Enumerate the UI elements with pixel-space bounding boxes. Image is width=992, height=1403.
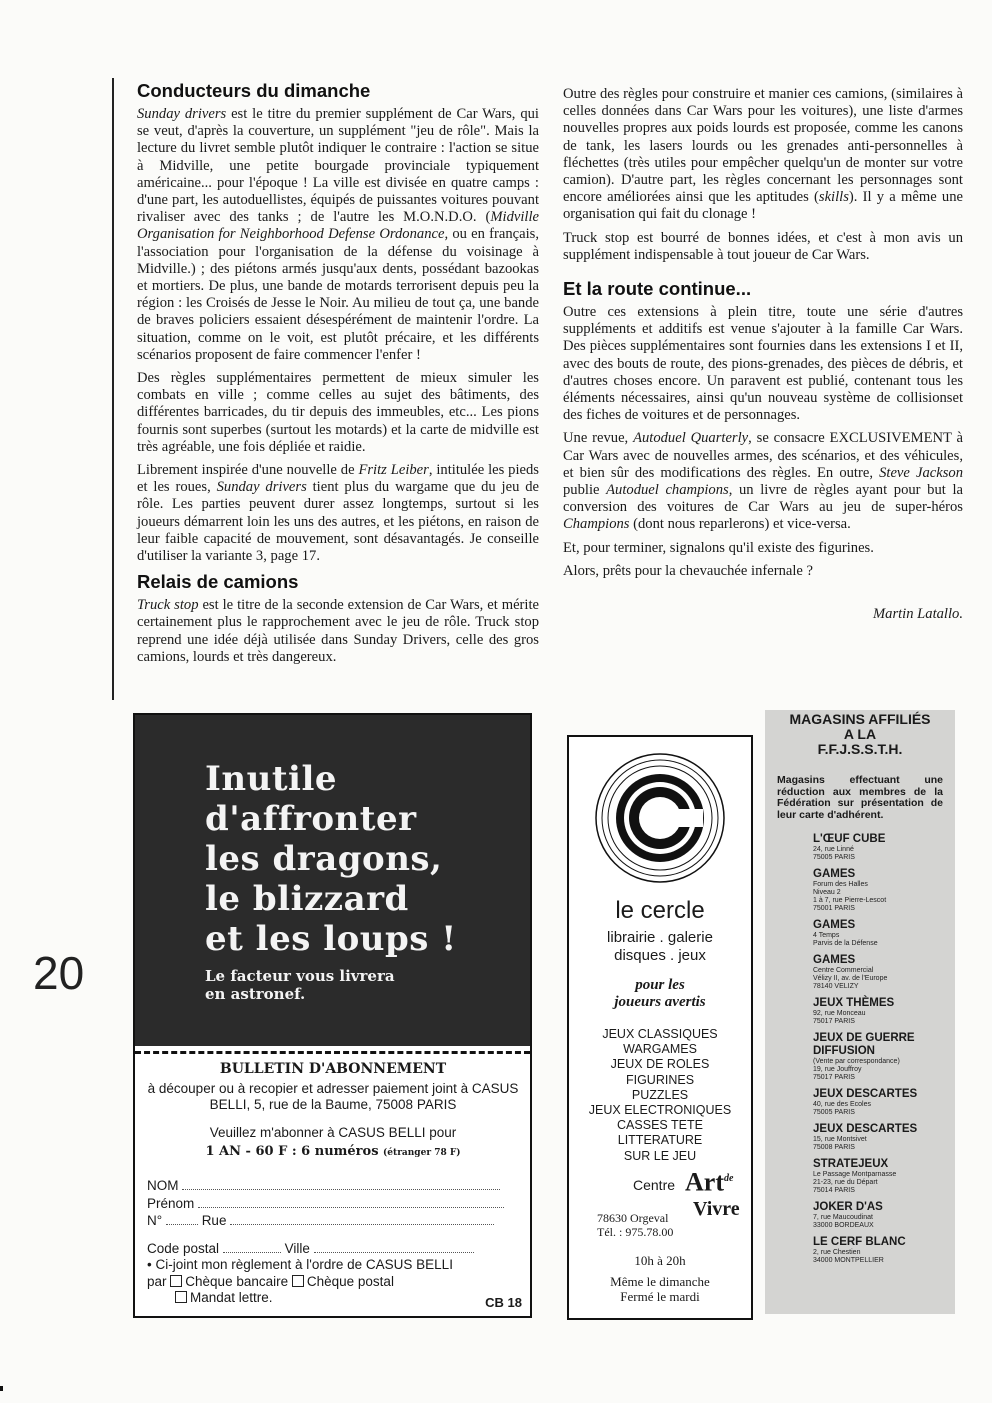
list-item: SUR LE JEU [623, 1148, 697, 1163]
paragraph: Une revue, Autoduel Quarterly, se consacre EXCLUSIVEMENT à Car Wars avec de nouvelles armes, des scénarios, et des véhicules, et bien sûr des modifications des règles. En outre, Steve Jackson publie Autoduel champions, un livre de règles ayant pour but la conversion des voitures de Car Wars au jeu de super-héros Champions (dont nous reparlerons) et vice-versa. [563, 430, 964, 533]
left-margin-rule [112, 78, 114, 700]
paragraph: Truck stop est le titre de la seconde extension de Car Wars, et mérite certainement plus le rapprochement avec le jeu de rôle. Truck stop reprend une idée déjà utilisée dans Sunday Drivers, celle des gros camions, lourds et très dangereux. [137, 597, 539, 665]
paragraph: Truck stop est bourré de bonnes idées, et c'est à mon avis un supplément indispensable à tout joueur de Car Wars. [563, 229, 963, 263]
affiliated-stores-box [765, 710, 955, 1314]
list-item: STRATEJEUX Le Passage Montparnasse 21-23, rue du Départ 75014 PARIS [813, 1158, 897, 1194]
list-item: LITTERATURE [617, 1133, 703, 1148]
list-item: JEUX DE GUERRE DIFFUSION (Vente par correspondance) 19, rue Jouffroy 75017 PARIS [813, 1032, 915, 1081]
stores-title: MAGASINS AFFILIÉS A LA F.F.J.S.S.T.H. [789, 711, 931, 757]
store-tagline: librairie . galerie disques . jeux [607, 929, 713, 964]
nom-field[interactable]: NOM [147, 1177, 519, 1195]
subscription-form [147, 1061, 519, 1307]
payment-line: • Ci-joint mon règlement à l'ordre de CASUS BELLI [147, 1257, 453, 1272]
list-item: GAMES Forum des Halles Niveau 2 1 à 7, rue Pierre-Lescot 75001 PARIS [813, 868, 887, 912]
list-item: JEUX CLASSIQUES [602, 1027, 718, 1041]
store-hours: 10h à 20h Même le dimanche Fermé le mardi [610, 1253, 710, 1304]
product-list [569, 1027, 751, 1164]
prenom-field[interactable]: Prénom [147, 1195, 519, 1213]
mandat-checkbox[interactable] [175, 1291, 187, 1303]
article-left-column [137, 80, 539, 672]
store-audience: pour les joueurs avertis [614, 977, 706, 1010]
form-instructions: à découper ou à recopier et adresser paiement joint à CASUS BELLI, 5, rue de la Baume, 75008 PARIS [147, 1081, 519, 1112]
address-field[interactable]: N° Rue [147, 1212, 519, 1230]
author-signature: Martin Latallo. [872, 606, 963, 623]
paragraph: Sunday drivers est le titre du premier supplément de Car Wars, qui se veut, d'après la couverture, un supplément "jeu de rôle". Mais la lecture du livret semble plutôt indiquer le contraire : l'action se situe à Midville, une petite bourgade provinciale typiquement américaine... pour l'époque ! La ville est divisée en quatre camps : d'une part, les autoduellistes, équipés de puissantes voitures pouvant rivaliser avec des tanks ; de l'autre les M.O.N.D.O. (Midville Organisation for Neighborhood Defense Ordonance, ou en français, l'association pour l'organisation de la défense du voisinage à Midville.) ; des piétons armés jusqu'aux dents, possédant bazookas et mortiers. De plus, une bande de motards terrorisent depuis peu la région : les Croisés de Jesse le Noir. Au milieu de tout ça, une bande de braves policiers essaient désespérément de maintenir l'ordre. La situation, comme on le voit, est plutôt précaire, et les différents scénarios proposent de faire commencer l'enfer ! [137, 106, 539, 363]
form-fields [147, 1177, 519, 1307]
cheque-bancaire-checkbox[interactable] [170, 1275, 182, 1287]
list-item: GAMES 4 Temps Parvis de la Défense [813, 919, 878, 947]
le-cercle-logo-icon [593, 751, 727, 885]
list-item: JEUX ELECTRONIQUES [588, 1103, 732, 1118]
edge-mark [0, 1386, 3, 1391]
list-item: JEUX DESCARTES 40, rue des Ecoles 75005 PARIS [813, 1088, 918, 1116]
section-title-route: Et la route continue... [563, 278, 752, 300]
store-name: le cercle [615, 897, 705, 924]
subscribe-line: Veuillez m'abonner à CASUS BELLI pour [209, 1125, 457, 1140]
payment-option-mandat: Mandat lettre. [147, 1290, 519, 1307]
article-right-column [563, 86, 963, 623]
payment-options: par Chèque bancaire Chèque postal [147, 1273, 394, 1289]
stores-intro: Magasins effectuant une réduction aux membres de la Fédération sur présentation de leur carte d'adhérent. [777, 774, 943, 821]
ad-dark-panel [135, 715, 530, 1046]
offer-line: 1 AN - 60 F : 6 numéros (étranger 78 F) [205, 1144, 461, 1159]
city-field[interactable]: Code postal Ville [147, 1240, 519, 1258]
paragraph: Outre des règles pour construire et manier ces camions, (similaires à celles données dans Car Wars pour les voitures), une liste d'armes nouvelles propres aux poids lourds est proposée, comme les canons de tank, les lasers lourds ou les grenades anti-personnelles à fléchettes (très utiles pour empêcher quelqu'un de monter sur votre camion). D'autre part, les règles concernant les personnages sont encore améliorées ainsi que les aptitudes (skills). Il y a même une organisation qui fait du clonage ! [563, 86, 963, 223]
paragraph: Et, pour terminer, signalons qu'il existe des figurines. [563, 539, 874, 556]
list-item: PUZZLES [631, 1087, 689, 1102]
ad-headline: Inutile d'affronter les dragons, le blizzard et les loups ! [205, 759, 457, 959]
paragraph: Outre ces extensions à plein titre, toute une série d'autres suppléments et additifs est venue s'ajouter à la famille Car Wars. Des pièces supplémentaires sont fournies dans les extensions I et II, avec des bouts de route, des pions-grenades, des pièces de débris, et d'autres choses encore. Un paravent est publié, contenant tous les éléments nécessaires, ainsi qu'un nouveau système de collisionset des fiches de voitures et de personnages. [563, 304, 963, 424]
le-cercle-ad [567, 735, 753, 1320]
list-item: CASSES TETE [617, 1118, 703, 1133]
cut-line [135, 1051, 530, 1054]
list-item: JEUX THÈMES 92, rue Monceau 75017 PARIS [813, 997, 895, 1025]
paragraph: Des règles supplémentaires permettent de mieux simuler les combats en ville ; comme celles au sujet des bâtiments, des différentes barricades, du tir depuis des immeubles, etc... Les pions fournis sont superbes (surtout les motards) et la carte de midville est très agréable, une fois dépliée et raidie. [137, 370, 539, 455]
list-item: WARGAMES [623, 1042, 697, 1057]
ad-subline: Le facteur vous livrera en astronef. [205, 967, 395, 1003]
art-de-vivre-logo: Art$^{de}$ Vivre [685, 1167, 740, 1220]
list-item: L'ŒUF CUBE 24, rue Linné 75005 PARIS [813, 833, 886, 861]
store-address: 78630 Orgeval Tél. : 975.78.00 [597, 1211, 674, 1239]
list-item: JEUX DE ROLES [610, 1057, 710, 1072]
store-list [813, 833, 955, 1265]
section-title-relais: Relais de camions [137, 571, 299, 593]
list-item: JEUX DESCARTES 15, rue Montsivet 75008 PARIS [813, 1123, 918, 1151]
page-number: 20 [33, 947, 85, 999]
list-item: GAMES Centre Commercial Vélizy II, av. de l'Europe 78140 VELIZY [813, 954, 888, 990]
bulletin-title: BULLETIN D'ABONNEMENT [219, 1061, 447, 1077]
list-item: FIGURINES [625, 1072, 695, 1087]
list-item: JOKER D'AS 7, rue Maucoudinat 33000 BORDEAUX [813, 1201, 883, 1229]
centre-label: Centre [633, 1177, 676, 1193]
subscription-ad [133, 713, 532, 1318]
cheque-postal-checkbox[interactable] [292, 1275, 304, 1287]
paragraph: Librement inspirée d'une nouvelle de Fritz Leiber, intitulée les pieds et les roues, Sunday drivers tient plus du wargame que du jeu de rôle. Les parties peuvent durer assez longtemps, surtout si les joueurs démarrent loin les uns des autres, et les piétons, en raison de leur faible capacité de mouvement, sont désavantagés. Je conseille d'utiliser la variante 3, page 17. [137, 462, 539, 565]
paragraph: Alors, prêts pour la chevauchée infernale ? [563, 562, 814, 579]
ad-code: CB 18 [485, 1295, 522, 1310]
list-item: LE CERF BLANC 2, rue Chestien 34000 MONTPELLIER [813, 1236, 906, 1264]
section-title-conducteurs: Conducteurs du dimanche [137, 80, 371, 101]
